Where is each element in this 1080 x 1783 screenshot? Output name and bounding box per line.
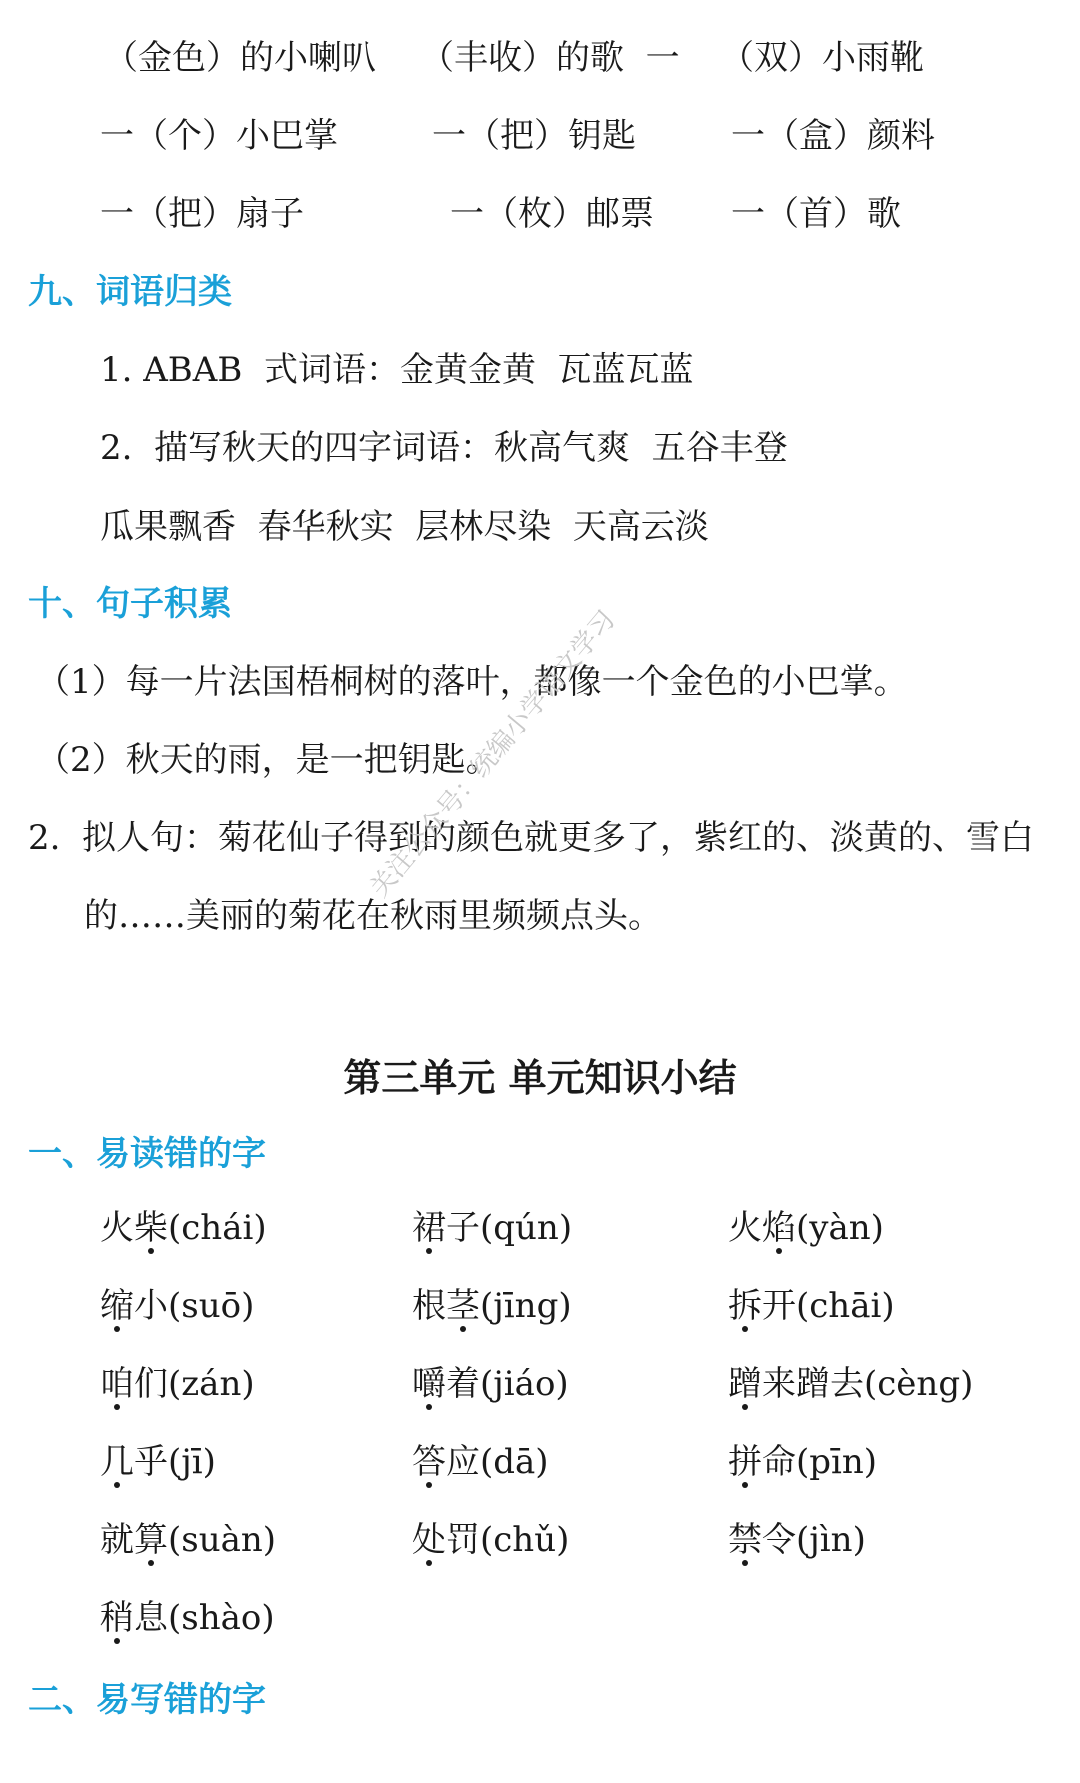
measure-word-6: 一（盒）颜料 (731, 116, 935, 156)
pinyin: (jiáo) (480, 1364, 569, 1404)
word-text: 乎 (134, 1442, 168, 1482)
dotted-character-text: 缩 (100, 1286, 134, 1326)
word-category-autumn: 2. 描写秋天的四字词语：秋高气爽 五谷丰登 (100, 428, 788, 468)
dotted-character-text: 柴 (134, 1208, 168, 1248)
sentence-1: （1）每一片法国梧桐树的落叶，都像一个金色的小巴掌。 (36, 662, 908, 702)
dotted-character (100, 1286, 134, 1326)
dotted-character (728, 1286, 762, 1326)
measure-word-2: （丰收）的歌 一 (420, 38, 680, 78)
word-text: 罚 (446, 1520, 480, 1560)
dotted-character (728, 1442, 762, 1482)
dotted-character (100, 1598, 134, 1638)
sentence-2: （2）秋天的雨，是一把钥匙。 (36, 740, 500, 780)
watermark: 关注公众号：统编小学语文学习 (364, 605, 622, 904)
pinyin: (shào) (168, 1598, 275, 1638)
dotted-character (412, 1208, 446, 1248)
misread-item (412, 1282, 572, 1330)
pinyin: (zán) (168, 1364, 255, 1404)
sentence-personification-cont: 的……美丽的菊花在秋雨里频频点头。 (84, 896, 662, 936)
misread-item (100, 1282, 254, 1330)
pinyin: (jī) (168, 1442, 216, 1482)
emphasis-dot-icon (460, 1326, 466, 1332)
unit-title: 第三单元 单元知识小结 (343, 1056, 737, 1100)
dotted-character-text: 拼 (728, 1442, 762, 1482)
sentence-personification: 2. 拟人句：菊花仙子得到的颜色就更多了，紫红的、淡黄的、雪白 (28, 818, 1035, 858)
measure-word-8: 一（枚）邮票 (450, 194, 654, 234)
word-text: 着 (446, 1364, 480, 1404)
emphasis-dot-icon (426, 1404, 432, 1410)
dotted-character (412, 1520, 446, 1560)
pinyin: (jīng) (480, 1286, 572, 1326)
word-text: 就 (100, 1520, 134, 1560)
word-text: 来蹭去 (762, 1364, 864, 1404)
dotted-character-text: 答 (412, 1442, 446, 1482)
word-text: 令 (762, 1520, 796, 1560)
dotted-character-text: 裙 (412, 1208, 446, 1248)
measure-word-1: （金色）的小喇叭 (104, 38, 376, 78)
pinyin: (chái) (168, 1208, 267, 1248)
misread-item (100, 1438, 216, 1486)
emphasis-dot-icon (742, 1482, 748, 1488)
misread-item (100, 1360, 255, 1408)
word-category-autumn-cont: 瓜果飘香 春华秋实 层林尽染 天高云淡 (100, 507, 709, 547)
pinyin: (qún) (480, 1208, 573, 1248)
word-text: 小 (134, 1286, 168, 1326)
measure-word-9: 一（首）歌 (731, 194, 901, 234)
pinyin: (yàn) (796, 1208, 884, 1248)
misread-item (412, 1204, 572, 1252)
measure-word-3: （双）小雨靴 (720, 38, 924, 78)
dotted-character (762, 1208, 796, 1248)
word-text: 火 (100, 1208, 134, 1248)
dotted-character (412, 1442, 446, 1482)
pinyin: (dā) (480, 1442, 549, 1482)
measure-word-4: 一（个）小巴掌 (100, 116, 338, 156)
emphasis-dot-icon (148, 1248, 154, 1254)
pinyin: (suàn) (168, 1520, 277, 1560)
emphasis-dot-icon (114, 1326, 120, 1332)
emphasis-dot-icon (114, 1638, 120, 1644)
word-text: 应 (446, 1442, 480, 1482)
dotted-character (728, 1364, 762, 1404)
section-heading-misread: 一、易读错的字 (28, 1134, 266, 1174)
dotted-character-text: 处 (412, 1520, 446, 1560)
misread-item (412, 1360, 569, 1408)
emphasis-dot-icon (742, 1326, 748, 1332)
dotted-character-text: 焰 (762, 1208, 796, 1248)
section-heading-9: 九、词语归类 (28, 272, 232, 312)
pinyin: (cèng) (864, 1364, 974, 1404)
dotted-character-text: 禁 (728, 1520, 762, 1560)
dotted-character (100, 1442, 134, 1482)
misread-item (728, 1360, 973, 1408)
dotted-character (134, 1208, 168, 1248)
dotted-character (134, 1520, 168, 1560)
dotted-character-text: 拆 (728, 1286, 762, 1326)
word-text: 火 (728, 1208, 762, 1248)
dotted-character (446, 1286, 480, 1326)
misread-item (412, 1438, 549, 1486)
pinyin: (pīn) (796, 1442, 878, 1482)
dotted-character-text: 咱 (100, 1364, 134, 1404)
dotted-character (412, 1364, 446, 1404)
pinyin: (chǔ) (480, 1520, 570, 1560)
misread-item (100, 1594, 275, 1642)
emphasis-dot-icon (114, 1404, 120, 1410)
misread-item (728, 1516, 866, 1564)
word-text: 息 (134, 1598, 168, 1638)
word-text: 根 (412, 1286, 446, 1326)
emphasis-dot-icon (426, 1248, 432, 1254)
word-text: 开 (762, 1286, 796, 1326)
dotted-character-text: 嚼 (412, 1364, 446, 1404)
pinyin: (jìn) (796, 1520, 866, 1560)
pinyin: (suō) (168, 1286, 255, 1326)
misread-item (728, 1282, 895, 1330)
misread-item (728, 1204, 884, 1252)
measure-word-7: 一（把）扇子 (100, 194, 304, 234)
misread-item (412, 1516, 569, 1564)
word-category-abab: 1. ABAB 式词语：金黄金黄 瓦蓝瓦蓝 (100, 350, 694, 390)
dotted-character-text: 茎 (446, 1286, 480, 1326)
dotted-character (100, 1364, 134, 1404)
dotted-character-text: 蹭 (728, 1364, 762, 1404)
emphasis-dot-icon (148, 1560, 154, 1566)
dotted-character-text: 算 (134, 1520, 168, 1560)
dotted-character-text: 几 (100, 1442, 134, 1482)
emphasis-dot-icon (426, 1482, 432, 1488)
word-text: 子 (446, 1208, 480, 1248)
measure-word-5: 一（把）钥匙 (432, 116, 636, 156)
emphasis-dot-icon (742, 1560, 748, 1566)
word-text: 命 (762, 1442, 796, 1482)
emphasis-dot-icon (742, 1404, 748, 1410)
misread-item (100, 1516, 276, 1564)
emphasis-dot-icon (114, 1482, 120, 1488)
emphasis-dot-icon (426, 1560, 432, 1566)
word-text: 们 (134, 1364, 168, 1404)
dotted-character (728, 1520, 762, 1560)
dotted-character-text: 稍 (100, 1598, 134, 1638)
section-heading-miswrite: 二、易写错的字 (28, 1680, 266, 1720)
section-heading-10: 十、句子积累 (28, 584, 232, 624)
misread-item (100, 1204, 267, 1252)
pinyin: (chāi) (796, 1286, 895, 1326)
misread-item (728, 1438, 877, 1486)
emphasis-dot-icon (776, 1248, 782, 1254)
